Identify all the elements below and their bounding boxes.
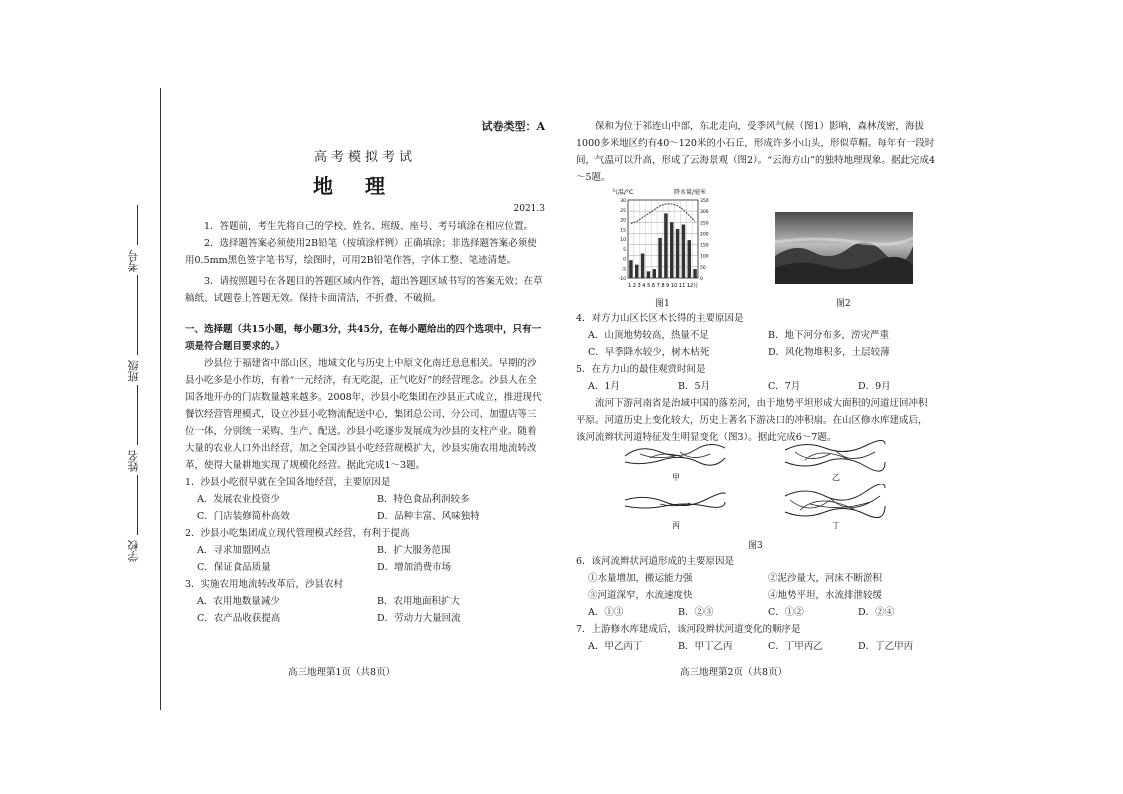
precip-bar xyxy=(693,269,697,278)
option[interactable]: D．②④ xyxy=(858,607,895,618)
river-jia xyxy=(620,436,730,482)
statement: ③河道深窄，水流速度快 xyxy=(588,590,693,601)
question-3-stem: 3．实施农用地流转改革后，沙县农村 xyxy=(185,579,344,590)
precip-tick-label: 200 xyxy=(700,232,709,238)
option[interactable]: D．9月 xyxy=(858,381,891,392)
passage-2: 流河下游河南省是治域中国的落差河，由于地势平坦形成大面积的河道迂回冲积平原。河道历史上变化较大，历史上著名下游决口的冲积扇。在山区修水库建成后，该河流辫状河道特征发生明显变化（图3）。据此完成6～7题。 xyxy=(576,398,928,443)
exam-title: 高考模拟考试 xyxy=(313,150,416,165)
option[interactable]: C．7月 xyxy=(768,381,801,392)
option[interactable]: D．增加消费市场 xyxy=(377,562,452,573)
option[interactable]: A．农用地数量减少 xyxy=(197,596,280,607)
precip-bar xyxy=(658,238,662,278)
option[interactable]: A．寻求加盟网点 xyxy=(197,545,271,556)
precip-bar xyxy=(664,213,668,278)
question-7-stem: 7．上游修水库建成后，该河段辫状河道变化的顺序是 xyxy=(576,624,801,635)
precip-bar xyxy=(647,271,651,278)
precip-bar xyxy=(641,253,645,278)
statement: ②泥沙量大，河床不断淤积 xyxy=(768,573,883,584)
temp-axis-title: 气温/°C xyxy=(612,189,634,196)
temp-tick-label: 10 xyxy=(620,238,626,243)
subject-title: 地理 xyxy=(313,174,417,198)
option[interactable]: B．特色食品利润较多 xyxy=(377,494,470,505)
question-5-options xyxy=(576,378,936,395)
name-line xyxy=(137,385,138,445)
statement: ④地势平坦，水流排泄较缓 xyxy=(768,590,883,601)
temp-tick-label: 15 xyxy=(620,228,626,234)
river-label-bing: 丙 xyxy=(672,521,680,530)
exam-no-label: 考号 xyxy=(127,250,140,272)
name-label: 姓名 xyxy=(127,450,140,472)
precip-bar xyxy=(653,269,657,278)
river-label-ding: 丁 xyxy=(832,521,840,530)
precip-tick-label: 100 xyxy=(700,254,709,260)
class-label: 班级 xyxy=(127,360,140,382)
temp-tick-label: -5 xyxy=(621,267,626,273)
option[interactable]: B．甲丁乙丙 xyxy=(678,641,733,652)
option[interactable]: C．农产品收获提高 xyxy=(197,613,281,624)
option[interactable]: D．丁乙甲丙 xyxy=(858,641,914,652)
question-4-options xyxy=(576,327,936,361)
temp-ticks xyxy=(619,198,626,282)
option[interactable]: C．早季降水较少，树木枯死 xyxy=(588,347,710,358)
option[interactable]: C．丁甲丙乙 xyxy=(768,641,823,652)
question-6-stem: 6．该河流辫状河道形成的主要原因是 xyxy=(576,556,735,567)
temp-tick-label: 30 xyxy=(620,199,626,204)
option[interactable]: C．门店装修简朴高效 xyxy=(197,511,290,522)
statement: ①水量增加，搬运能力强 xyxy=(588,573,693,584)
question-1-options xyxy=(185,491,545,525)
school-line xyxy=(137,475,138,535)
paper-type: 试卷类型：A xyxy=(481,120,545,133)
temp-tick-label: -10 xyxy=(618,277,626,282)
fig-3-caption: 图3 xyxy=(748,541,763,551)
precip-bar xyxy=(688,240,692,278)
section-header: 一、选择题（共15小题，每小题3分，共45分，在每小题给出的四个选项中，只有一项是符合题目要求的。） xyxy=(185,324,542,352)
option[interactable]: A．①③ xyxy=(588,607,624,618)
river-label-yi: 乙 xyxy=(832,473,840,482)
month-ticks: 1 2 3 4 5 6 7 8 9 10 11 12月 xyxy=(628,283,699,289)
precip-bar xyxy=(629,260,633,278)
question-4-stem: 4．对方力山区长区木长得的主要原因是 xyxy=(576,313,744,324)
question-1-stem: 1．沙县小吃很早就在全国各地经营，主要原因是 xyxy=(185,477,391,488)
precip-bar xyxy=(635,265,639,278)
fig-1-caption: 图1 xyxy=(655,299,670,309)
note-2: 2．选择题答案必须使用2B铅笔（按填涂样例）正确填涂；非选择题答案必须使用0.5mm黑色签字笔书写，绘图时，可用2B铅笔作答，字体工整、笔迹清楚。 xyxy=(185,238,537,266)
option[interactable]: B．地下河分布多，涝灾严重 xyxy=(768,330,889,341)
binding-line xyxy=(160,88,161,710)
precip-tick-label: 300 xyxy=(700,210,709,216)
option[interactable]: B．5月 xyxy=(678,381,711,392)
precip-tick-label: 50 xyxy=(700,265,706,271)
temp-tick-label: 0 xyxy=(623,257,626,263)
option[interactable]: B．②③ xyxy=(678,607,714,618)
question-2-stem: 2．沙县小吃集团成立现代管理模式经营，有利于提高 xyxy=(185,528,410,539)
precip-tick-label: 350 xyxy=(700,199,709,204)
page-1 xyxy=(185,118,545,627)
option[interactable]: C．①② xyxy=(768,607,804,618)
precip-bar xyxy=(676,229,680,278)
temp-tick-label: 25 xyxy=(620,208,626,214)
exam-no-line xyxy=(137,205,138,245)
passage-1: 保和为位于祁连山中部，东北走向，受季风气候（图1）影响，森林茂密，海拔1000多米地区约有40～120米的小石丘，形成许多小山头，形似草帽。每年有一段时间，气温可以升高，形成了云海景观（图2）。“云海方山”的独特地理现象。据此完成4～5题。 xyxy=(576,121,936,183)
school-label: 学校 xyxy=(127,540,140,562)
passage: 沙县位于福建省中部山区，地域文化与历史上中原文化南迁息息相关。早期的沙县小吃多是小作坊，有着“一元经济，有无吃混，正气吃好”的经营理念。沙县人在全国各地开办的门店数量越来越多。2008年，沙县小吃集团在沙县正式成立，推进现代餐饮经营管理模式，设立沙县小吃物流配送中心，集团总公司、分公司、加盟店等三位一体，分别统一采购、生产、配送。沙县小吃逐步发展成为沙县的支柱产业。随着大量的农业人口外出经营，加之全国沙县小吃经营规模扩大，沙县实施农用地流转改革，使得大量耕地实现了规模化经营。据此完成1～3题。 xyxy=(185,358,542,471)
option[interactable]: B．农用地面积扩大 xyxy=(377,596,460,607)
option[interactable]: D．劳动力大量回流 xyxy=(377,613,461,624)
option[interactable]: A．发展农业投资少 xyxy=(197,494,280,505)
question-3-options xyxy=(185,593,545,627)
mountain-photo xyxy=(775,212,913,284)
page-2-questions xyxy=(576,310,936,446)
page-2-footer: 高三地理第2页（共8页） xyxy=(680,667,788,678)
option[interactable]: A．甲乙丙丁 xyxy=(588,641,643,652)
question-7-options xyxy=(576,638,936,655)
river-ding xyxy=(780,484,890,530)
question-5-stem: 5．在方力山的最佳观赏时间是 xyxy=(576,364,706,375)
question-2-options xyxy=(185,542,545,576)
precip-bar xyxy=(670,222,674,278)
temp-tick-label: 5 xyxy=(623,247,626,253)
option[interactable]: A．1月 xyxy=(588,381,620,392)
precip-ticks xyxy=(700,198,709,282)
precip-tick-label: 0 xyxy=(700,277,703,282)
note-1: 1．答题前，考生先将自己的学校、姓名、班级、座号、考号填涂在相应位置。 xyxy=(204,221,534,232)
option[interactable]: A．山顶地势较高，热量不足 xyxy=(588,330,709,341)
precip-bar xyxy=(682,225,686,278)
river-label-jia: 甲 xyxy=(672,473,680,482)
river-yi xyxy=(780,436,890,482)
class-line xyxy=(137,275,138,355)
option[interactable]: D．品种丰富、风味独特 xyxy=(377,511,480,522)
climate-chart xyxy=(610,186,720,294)
fig-2-caption: 图2 xyxy=(836,299,851,309)
temp-tick-label: 20 xyxy=(620,218,626,224)
option[interactable]: B．扩大服务范围 xyxy=(377,545,451,556)
question-6-options xyxy=(576,604,936,621)
note-3: 3．请按照题号在各题目的答题区域内作答，超出答题区域书写的答案无效；在草稿纸、试题卷上答题无效。保持卡面清洁，不折叠、不破损。 xyxy=(185,276,543,304)
page-1-footer: 高三地理第1页（共8页） xyxy=(288,667,396,678)
question-6-statements xyxy=(576,570,936,604)
option[interactable]: C．保证食品质量 xyxy=(197,562,271,573)
river-bing xyxy=(620,484,730,530)
precip-tick-label: 250 xyxy=(700,221,709,227)
option[interactable]: D．风化物堆积多，土层较薄 xyxy=(768,347,890,358)
exam-date: 2021.3 xyxy=(513,204,545,214)
precip-tick-label: 150 xyxy=(700,243,709,249)
precip-axis-title: 降水量/毫米 xyxy=(674,189,707,196)
page-2-questions-b xyxy=(576,553,936,655)
